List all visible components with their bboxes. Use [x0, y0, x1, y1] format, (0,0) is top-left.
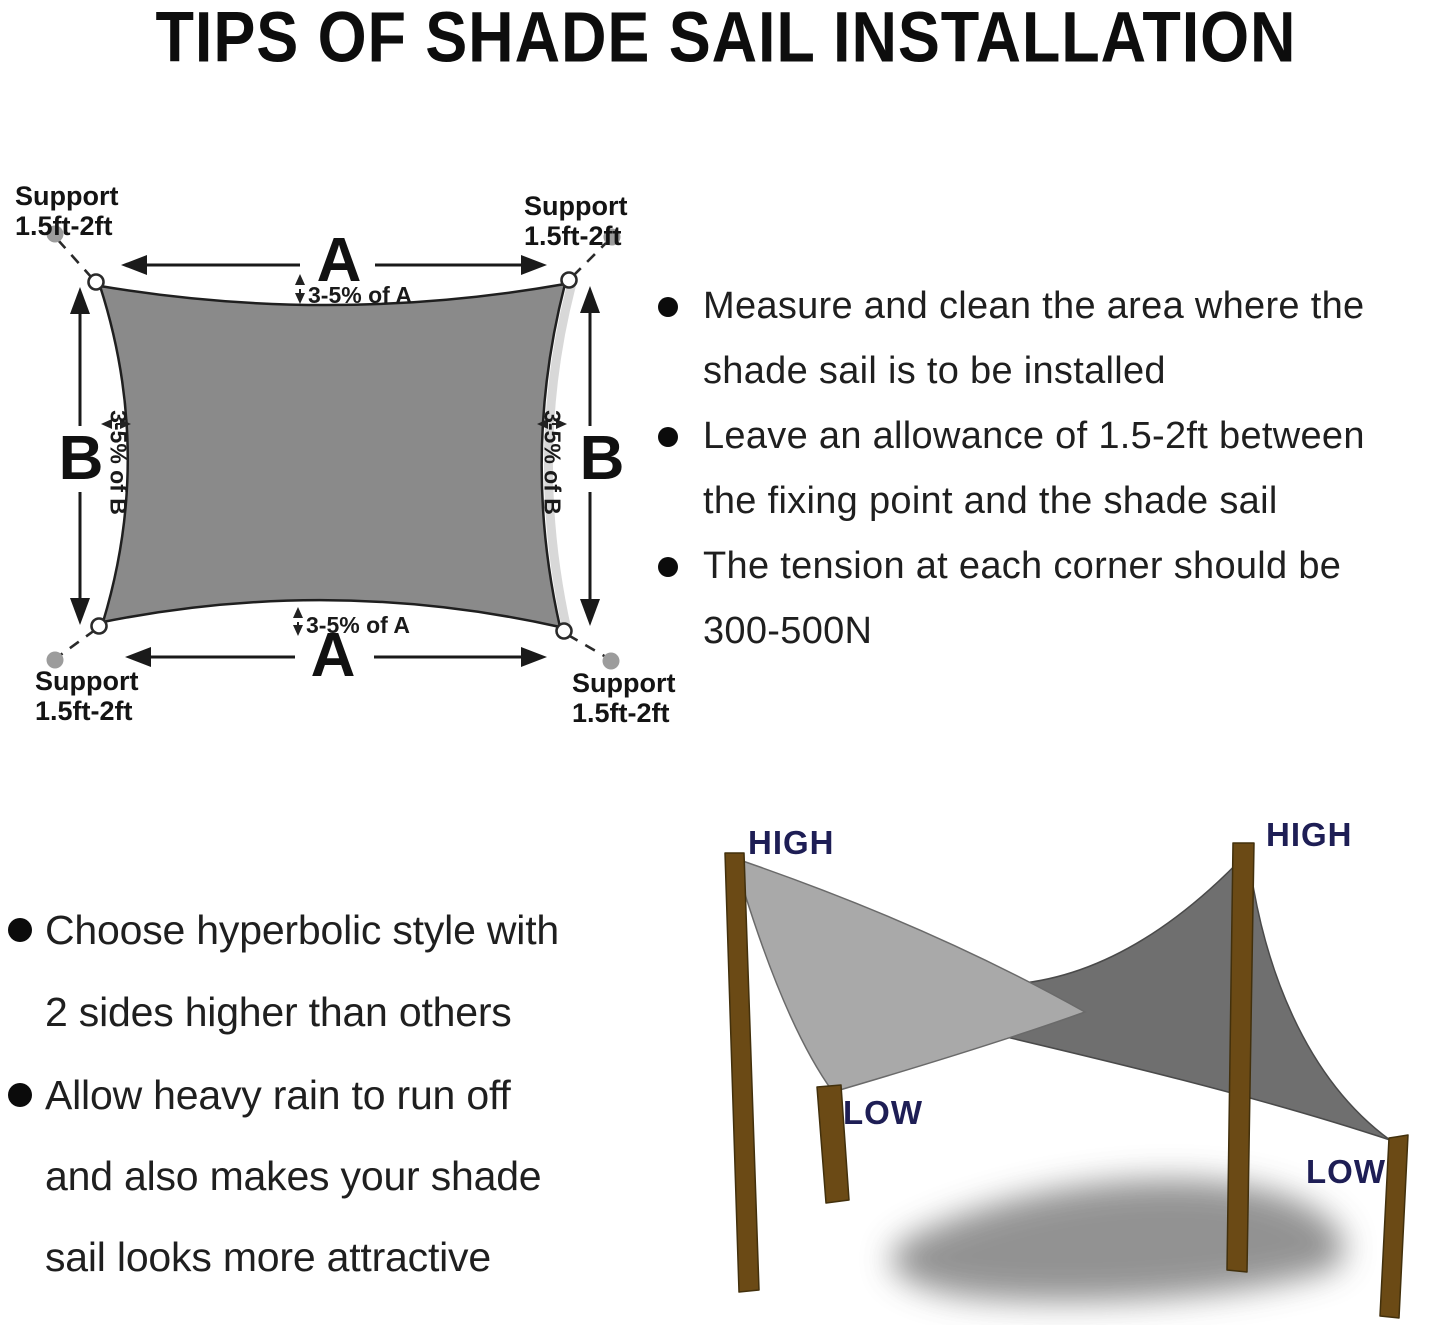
support-label-bottom-left: [35, 666, 138, 726]
pct-of-a-top: 3-5% of A: [308, 282, 412, 308]
support-word: Support: [35, 666, 139, 696]
support-word: Support: [572, 668, 676, 698]
tip-line: The tension at each corner should be: [703, 545, 1342, 587]
bullet-dot: [658, 427, 678, 447]
bullet-dot: [8, 918, 32, 942]
tip-line: 2 sides higher than others: [45, 989, 512, 1035]
tip-line: and also makes your shade: [45, 1153, 542, 1199]
tip-line: sail looks more attractive: [45, 1234, 491, 1280]
pct-of-a-bottom: 3-5% of A: [306, 612, 410, 638]
support-word: Support: [15, 181, 119, 211]
tip-line: Measure and clean the area where the: [703, 285, 1365, 327]
high-label-right: HIGH: [1266, 816, 1353, 853]
support-word: Support: [524, 191, 628, 221]
ground-shadow: [891, 1179, 1344, 1301]
bullet-dot: [658, 297, 678, 317]
dim-a-bottom: A: [310, 621, 356, 690]
dim-b-right: B: [579, 424, 625, 493]
low-label-right: LOW: [1306, 1153, 1386, 1190]
support-distance: 1.5ft-2ft: [524, 221, 622, 251]
support-label-bottom-right: [572, 668, 675, 728]
tip-line: Choose hyperbolic style with: [45, 907, 559, 953]
pct-of-b-left: 3-5% of B: [105, 410, 132, 515]
tip-line: shade sail is to be installed: [703, 350, 1166, 392]
high-label-left: HIGH: [748, 824, 835, 861]
support-label-top-left: [15, 181, 118, 241]
tip-line: 300-500N: [703, 610, 873, 652]
low-label-left: LOW: [843, 1094, 923, 1131]
bullet-dot: [8, 1083, 32, 1107]
support-distance: 1.5ft-2ft: [35, 696, 133, 726]
support-distance: 1.5ft-2ft: [15, 211, 113, 241]
dim-a-top: A: [316, 226, 362, 295]
pct-of-b-right: 3-5% of B: [539, 410, 566, 515]
bullet-dot: [658, 557, 678, 577]
dim-b-left: B: [58, 424, 104, 493]
tip-line: Allow heavy rain to run off: [45, 1072, 511, 1118]
tip-line: Leave an allowance of 1.5-2ft between: [703, 415, 1365, 457]
sail-panel-light: [734, 858, 1085, 1092]
tip-line: the fixing point and the shade sail: [703, 480, 1278, 522]
shade-sail-shape: [100, 284, 565, 627]
page-title: TIPS OF SHADE SAIL INSTALLATION: [155, 0, 1297, 77]
support-distance: 1.5ft-2ft: [572, 698, 670, 728]
support-label-top-right: [524, 191, 627, 251]
